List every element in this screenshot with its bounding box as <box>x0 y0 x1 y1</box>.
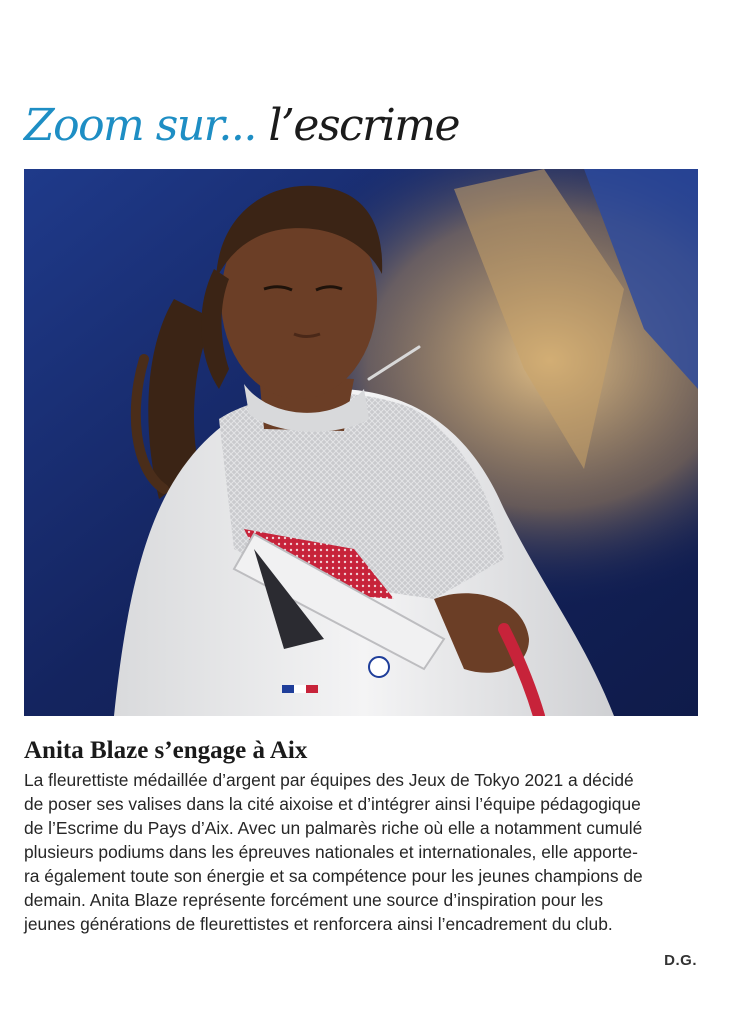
body-line: ra également toute son énergie et sa compétence pour les jeunes champions de <box>24 866 643 886</box>
body-line: de l’Escrime du Pays d’Aix. Avec un palmarès riche où elle a notamment cumulé <box>24 818 643 838</box>
body-line: de poser ses valises dans la cité aixoise et d’intégrer ainsi l’équipe pédagogique <box>24 794 641 814</box>
article-body <box>24 768 704 936</box>
flag-blue <box>282 685 294 693</box>
headline-zoom-label: Zoom sur... <box>24 100 256 151</box>
section-headline <box>24 96 459 156</box>
patch-badge <box>369 657 389 677</box>
author-signature: D.G. <box>664 952 697 969</box>
body-line: plusieurs podiums dans les épreuves nationales et internationales, elle apporte- <box>24 842 638 862</box>
headline-topic: l’escrime <box>268 100 460 151</box>
body-line: jeunes générations de fleurettistes et renforcera ainsi l’encadrement du club. <box>24 914 613 934</box>
body-line: demain. Anita Blaze représente forcément une source d’inspiration pour les <box>24 890 604 910</box>
body-line: La fleurettiste médaillée d’argent par équipes des Jeux de Tokyo 2021 a décidé <box>24 770 634 790</box>
flag-red <box>306 685 318 693</box>
fencer-portrait-illustration <box>24 169 698 716</box>
article-title: Anita Blaze s’engage à Aix <box>24 737 308 764</box>
article-photo <box>24 169 698 716</box>
flag-white <box>294 685 306 693</box>
